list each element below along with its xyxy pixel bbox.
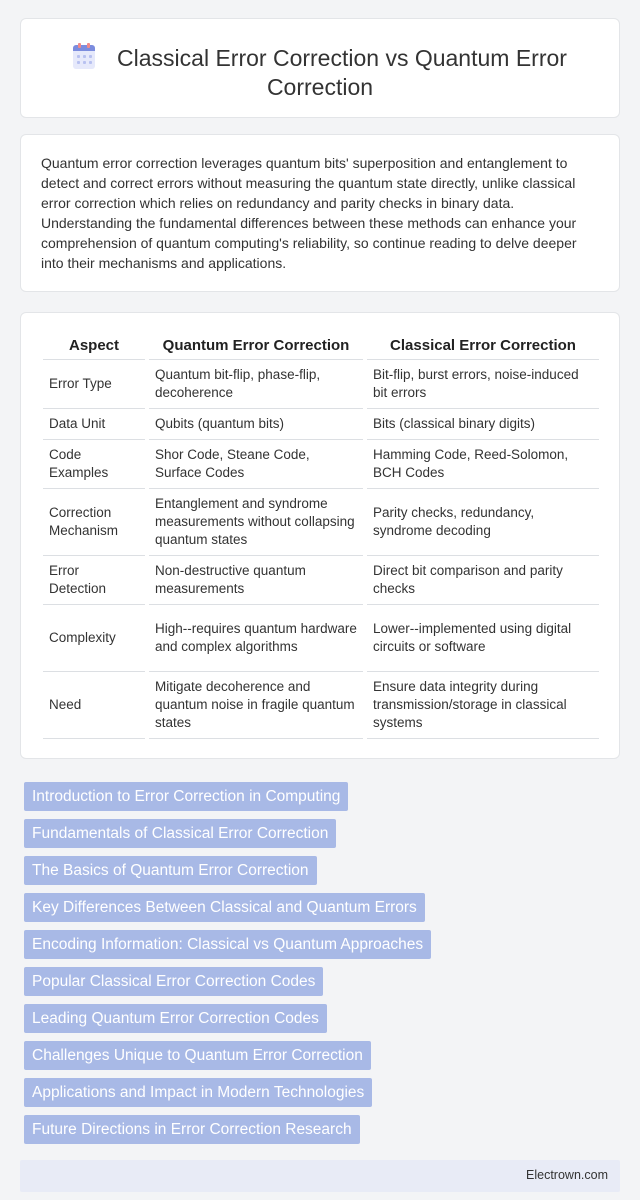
row-classical: Ensure data integrity during transmission/storage in classical systems [365,671,599,738]
row-quantum: Non-destructive quantum measurements [147,555,365,604]
footer [20,1160,620,1192]
link-future-directions[interactable]: Future Directions in Error Correction Research [24,1115,360,1144]
intro-text: Quantum error correction leverages quantum bits' superposition and entanglement to detect and correct errors without measuring the quantum state directly, unlike classical error correction which relies on redundancy and parity checks in binary data. Understanding the fundamental differences between these methods can enhance your comprehension of quantum computing's reliability, so continue reading to delve deeper into their mechanisms and applications. [41,155,577,271]
row-aspect: Code Examples [43,439,147,488]
intro-card [20,134,620,292]
row-quantum: Mitigate decoherence and quantum noise in fragile quantum states [147,671,365,738]
table-row [43,408,599,439]
header-classical: Classical Error Correction [365,333,599,359]
row-aspect: Need [43,671,147,738]
link-applications[interactable]: Applications and Impact in Modern Technologies [24,1078,372,1107]
page-title [21,44,619,102]
row-classical: Direct bit comparison and parity checks [365,555,599,604]
link-quantum-challenges[interactable]: Challenges Unique to Quantum Error Correction [24,1041,371,1070]
title-line-1: Classical Error Correction vs Quantum Error [117,45,567,71]
row-classical: Bit-flip, burst errors, noise-induced bit errors [365,359,599,408]
row-classical: Hamming Code, Reed-Solomon, BCH Codes [365,439,599,488]
link-classical-fundamentals[interactable]: Fundamentals of Classical Error Correction [24,819,336,848]
header-aspect: Aspect [43,333,147,359]
table-row [43,671,599,738]
row-classical: Lower--implemented using digital circuits or software [365,604,599,671]
link-quantum-basics[interactable]: The Basics of Quantum Error Correction [24,856,317,885]
row-quantum: Shor Code, Steane Code, Surface Codes [147,439,365,488]
row-aspect: Complexity [43,604,147,671]
link-classical-codes[interactable]: Popular Classical Error Correction Codes [24,967,323,996]
row-aspect: Data Unit [43,408,147,439]
table-header-row [43,333,599,359]
row-classical: Parity checks, redundancy, syndrome decoding [365,488,599,555]
title-card [20,18,620,118]
table-row [43,488,599,555]
row-aspect: Correction Mechanism [43,488,147,555]
comparison-table-card [20,312,620,759]
row-classical: Bits (classical binary digits) [365,408,599,439]
row-aspect: Error Detection [43,555,147,604]
link-key-differences[interactable]: Key Differences Between Classical and Quantum Errors [24,893,425,922]
row-quantum: Quantum bit-flip, phase-flip, decoherence [147,359,365,408]
link-encoding-information[interactable]: Encoding Information: Classical vs Quantum Approaches [24,930,431,959]
row-quantum: High--requires quantum hardware and complex algorithms [147,604,365,671]
header-quantum: Quantum Error Correction [147,333,365,359]
table-row [43,604,599,671]
title-line-2: Correction [266,74,374,100]
table-row [43,359,599,408]
row-aspect: Error Type [43,359,147,408]
row-quantum: Entanglement and syndrome measurements without collapsing quantum states [147,488,365,555]
table-row [43,439,599,488]
calendar-document-icon [73,45,95,69]
footer-site[interactable]: Electrown.com [526,1168,608,1182]
link-quantum-codes[interactable]: Leading Quantum Error Correction Codes [24,1004,327,1033]
table-row [43,555,599,604]
comparison-table [43,333,599,739]
row-quantum: Qubits (quantum bits) [147,408,365,439]
related-links [24,782,624,1152]
link-introduction[interactable]: Introduction to Error Correction in Computing [24,782,348,811]
